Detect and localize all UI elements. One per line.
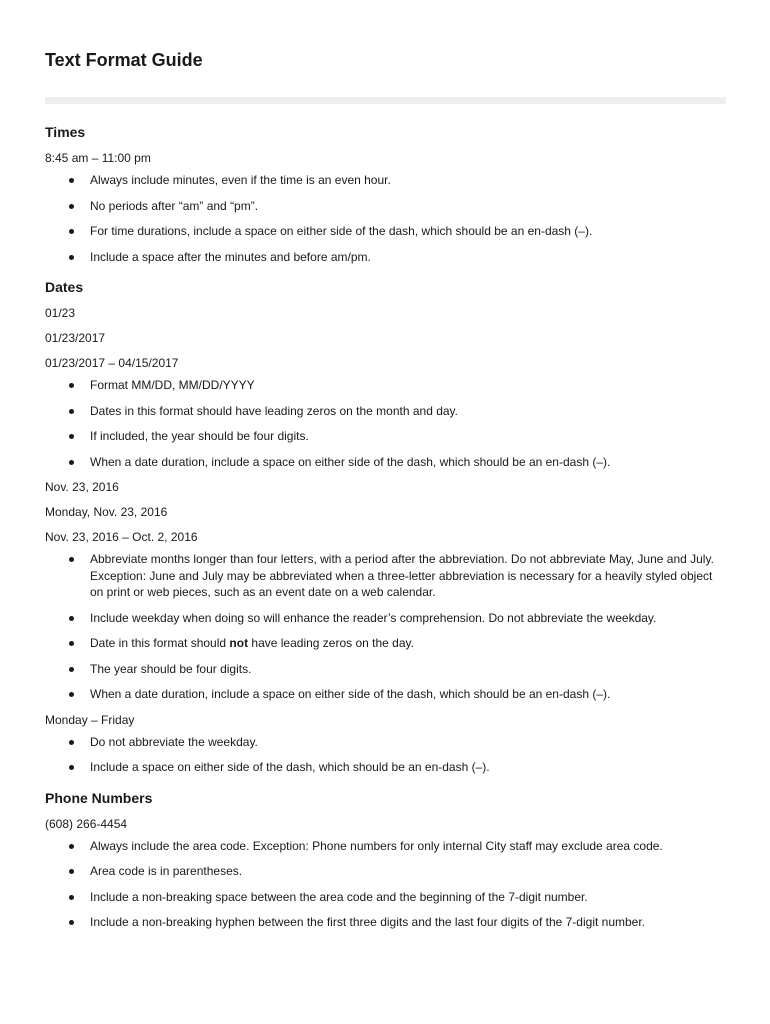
example-text: 01/23 <box>45 306 76 320</box>
list-item: Include weekday when doing so will enhance the reader’s comprehension. Do not abbreviate the weekday. <box>45 610 726 627</box>
list-item: Area code is in parentheses. <box>45 863 726 880</box>
example-text: Nov. 23, 2016 – Oct. 2, 2016 <box>45 530 198 544</box>
list-item: Include a non-breaking hyphen between the first three digits and the last four digits of the 7-digit number. <box>45 914 726 931</box>
title-divider <box>45 97 726 104</box>
section-phone-numbers <box>45 789 726 931</box>
list-item: For time durations, include a space on either side of the dash, which should be an en-dash (–). <box>45 223 726 240</box>
page-title: Text Format Guide <box>45 50 203 70</box>
example-text: Monday, Nov. 23, 2016 <box>45 505 168 519</box>
list-item: The year should be four digits. <box>45 661 726 678</box>
example-text: Nov. 23, 2016 <box>45 480 119 494</box>
rules-list <box>45 551 726 703</box>
list-item: Include a non-breaking space between the area code and the beginning of the 7-digit number. <box>45 889 726 906</box>
list-item: If included, the year should be four digits. <box>45 428 726 445</box>
rules-list <box>45 734 726 776</box>
example-text: 01/23/2017 <box>45 331 106 345</box>
example-text: (608) 266-4454 <box>45 816 128 831</box>
list-item: When a date duration, include a space on either side of the dash, which should be an en-dash (–). <box>45 454 726 471</box>
rules-list <box>45 377 726 470</box>
list-item: When a date duration, include a space on either side of the dash, which should be an en-dash (–). <box>45 686 726 703</box>
rules-list <box>45 838 726 931</box>
section-heading: Dates <box>45 279 84 295</box>
list-item: Always include the area code. Exception: Phone numbers for only internal City staff may exclude area code. <box>45 838 726 855</box>
list-item: Do not abbreviate the weekday. <box>45 734 726 751</box>
list-item: Always include minutes, even if the time is an even hour. <box>45 172 726 189</box>
section-heading: Times <box>45 124 86 140</box>
rules-list <box>45 172 726 265</box>
section-dates <box>45 278 726 776</box>
section-times <box>45 123 726 265</box>
list-item: Include a space after the minutes and before am/pm. <box>45 249 726 266</box>
example-text: 01/23/2017 – 04/15/2017 <box>45 356 179 370</box>
list-item <box>45 635 726 652</box>
list-item: Include a space on either side of the dash, which should be an en-dash (–). <box>45 759 726 776</box>
list-item: Abbreviate months longer than four letters, with a period after the abbreviation. Do not abbreviate May, June and July. Exception: June and July may be abbreviated when a three-letter abbreviation is necessary for a heavily styled object on print or web pieces, such as an event date on a web calendar. <box>45 551 726 601</box>
example-text: 8:45 am – 11:00 pm <box>45 151 151 165</box>
list-item: Dates in this format should have leading zeros on the month and day. <box>45 403 726 420</box>
sections-container <box>45 123 726 931</box>
list-item: No periods after “am” and “pm”. <box>45 198 726 215</box>
text-span: Date in this format should <box>90 636 230 650</box>
list-item: Format MM/DD, MM/DD/YYYY <box>45 377 726 394</box>
example-text: Monday – Friday <box>45 712 135 727</box>
text-span: have leading zeros on the day. <box>248 636 414 650</box>
emphasis-text: not <box>229 636 249 650</box>
section-heading: Phone Numbers <box>45 789 153 806</box>
